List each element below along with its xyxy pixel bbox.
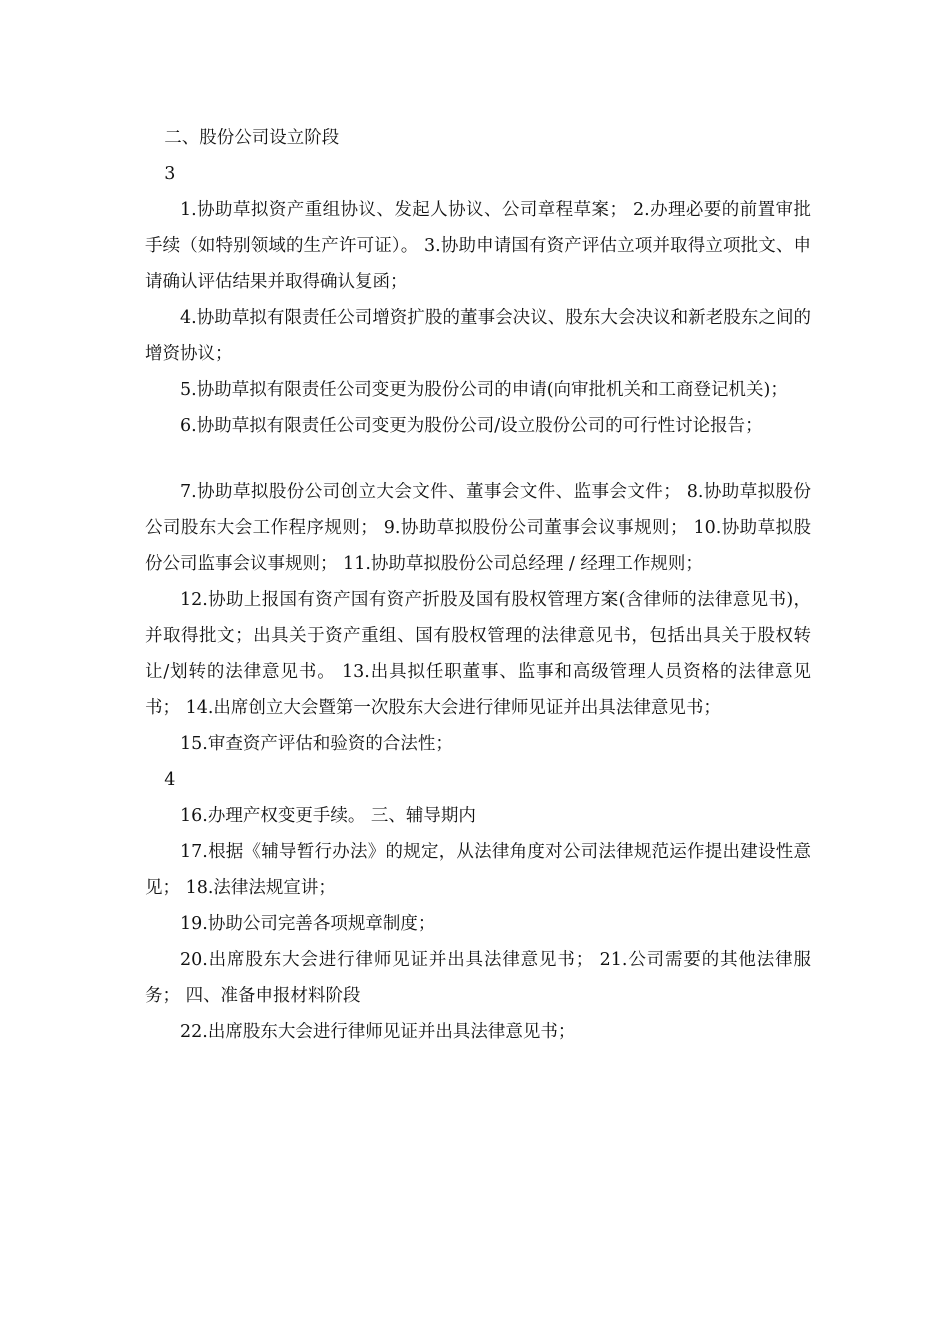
paragraph: 19.协助公司完善各项规章制度； <box>180 914 436 934</box>
paragraph: 17.根据《辅导暂行办法》的规定，从法律角度对公司法律规范运作提出建设性意见； 18.法律法规宣讲； <box>145 842 811 898</box>
paragraph: 15.审查资产评估和验资的合法性； <box>180 734 453 754</box>
paragraph: 12.协助上报国有资产国有资产折股及国有股权管理方案(含律师的法律意见书)，并取得批文；出具关于资产重组、国有股权管理的法律意见书，包括出具关于股权转让/划转的法律意见书。 13.出具拟任职董事、监事和高级管理人员资格的法律意见书； 14.出席创立大会暨第一次股东大会进行律师见证并出具法律意见书； <box>145 590 811 718</box>
section-heading: 二、股份公司设立阶段 <box>164 128 340 148</box>
paragraph: 7.协助草拟股份公司创立大会文件、董事会文件、监事会文件； 8.协助草拟股份公司股东大会工作程序规则； 9.协助草拟股份公司董事会议事规则； 10.协助草拟股份公司监事会议事规则； 11.协助草拟股份公司总经理 / 经理工作规则； <box>145 482 811 574</box>
paragraph: 4.协助草拟有限责任公司增资扩股的董事会决议、股东大会决议和新老股东之间的增资协议； <box>145 308 811 364</box>
page-marker: 3 <box>164 164 176 184</box>
page-marker: 4 <box>164 770 176 790</box>
paragraph: 22.出席股东大会进行律师见证并出具法律意见书； <box>180 1022 576 1042</box>
document-body <box>145 120 811 1050</box>
paragraph: 20.出席股东大会进行律师见证并出具法律意见书； 21.公司需要的其他法律服务； 四、准备申报材料阶段 <box>145 950 811 1006</box>
paragraph: 16.办理产权变更手续。 三、辅导期内 <box>180 806 476 826</box>
paragraph: 6.协助草拟有限责任公司变更为股份公司/设立股份公司的可行性讨论报告； <box>180 416 763 436</box>
paragraph: 5.协助草拟有限责任公司变更为股份公司的申请(向审批机关和工商登记机关)； <box>180 380 788 400</box>
paragraph: 1.协助草拟资产重组协议、发起人协议、公司章程草案； 2.办理必要的前置审批手续（如特别领域的生产许可证）。 3.协助申请国有资产评估立项并取得立项批文、申请确认评估结果并取得确认复函； <box>145 200 811 292</box>
